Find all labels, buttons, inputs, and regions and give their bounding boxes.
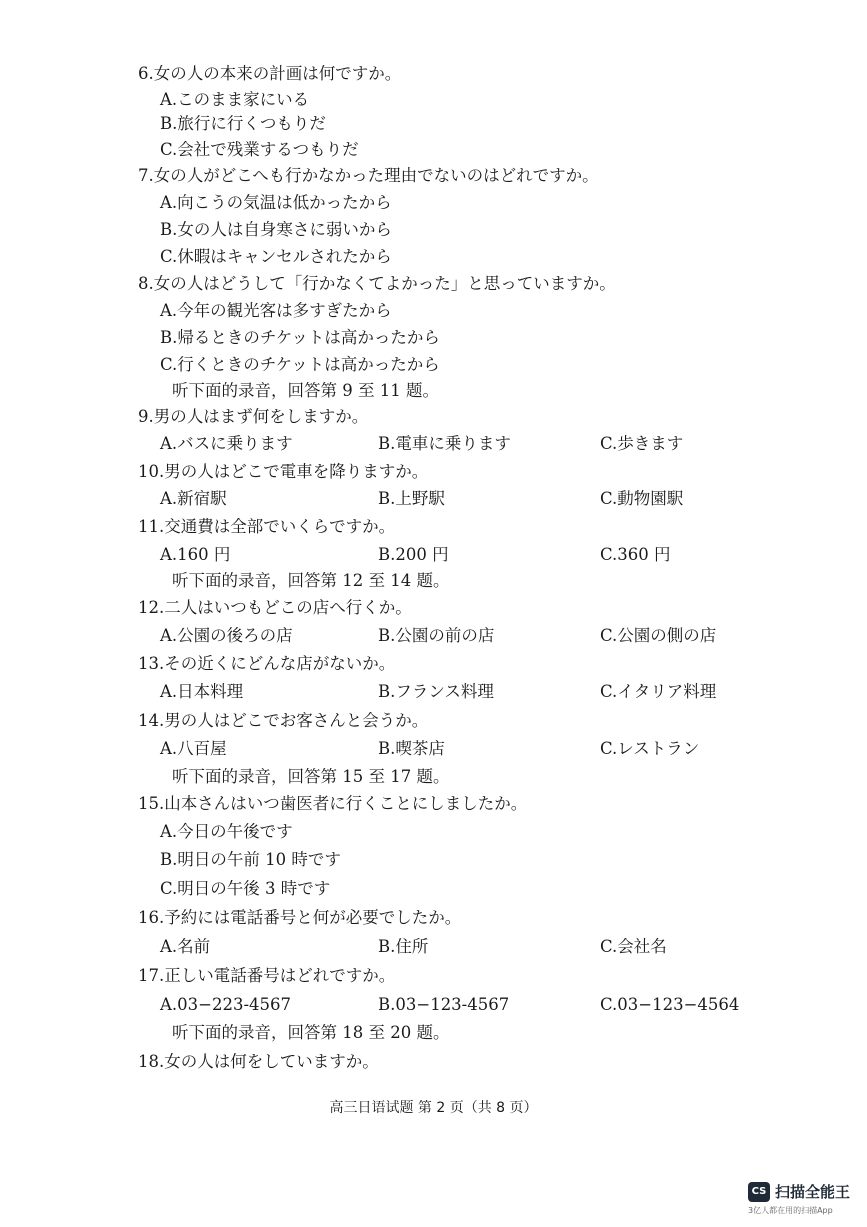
q17-option-a: A.03−223-4567 <box>160 995 292 1014</box>
question-16: 16.予約には電話番号と何が必要でしたか。 <box>138 908 462 927</box>
q12-option-a: A.公園の後ろの店 <box>160 626 293 645</box>
q15-option-c: C.明日の午後 3 時です <box>160 879 331 898</box>
q13-options <box>0 681 867 703</box>
watermark-tagline: 3亿人都在用的扫描App <box>748 1206 833 1215</box>
q8-option-b: B.帰るときのチケットは高かったから <box>160 328 440 347</box>
q17-option-b: B.03−123-4567 <box>378 995 510 1014</box>
q15-option-b: B.明日の午前 10 時です <box>160 850 341 869</box>
q17-option-c: C.03−123−4564 <box>600 995 740 1014</box>
instruction-18-20: 听下面的录音，回答第 18 至 20 题。 <box>172 1023 450 1042</box>
q16-option-a: A.名前 <box>160 937 211 956</box>
q13-option-a: A.日本料理 <box>160 682 244 701</box>
watermark-app-name: 扫描全能王 <box>775 1183 851 1201</box>
q8-option-c: C.行くときのチケットは高かったから <box>160 355 440 374</box>
q7-option-a: A.向こうの気温は低かったから <box>160 193 392 212</box>
q6-option-b: B.旅行に行くつもりだ <box>160 114 326 133</box>
q9-option-b: B.電車に乗ります <box>378 434 511 453</box>
question-7: 7.女の人がどこへも行かなかった理由でないのはどれですか。 <box>138 166 599 185</box>
q9-option-c: C.歩きます <box>600 434 684 453</box>
q7-option-c: C.休暇はキャンセルされたから <box>160 247 392 266</box>
question-11: 11.交通費は全部でいくらですか。 <box>138 517 396 536</box>
scanner-watermark <box>748 1180 860 1220</box>
camscanner-logo-icon: CS <box>748 1182 770 1202</box>
question-10: 10.男の人はどこで電車を降りますか。 <box>138 462 429 481</box>
q12-option-c: C.公園の側の店 <box>600 626 717 645</box>
q7-option-b: B.女の人は自身寒さに弱いから <box>160 220 392 239</box>
q14-option-b: B.喫茶店 <box>378 739 445 758</box>
q8-option-a: A.今年の観光客は多すぎたから <box>160 301 392 320</box>
question-8: 8.女の人はどうして「行かなくてよかった」と思っていますか。 <box>138 274 616 293</box>
q11-options <box>0 544 867 566</box>
q16-option-b: B.住所 <box>378 937 429 956</box>
question-14: 14.男の人はどこでお客さんと会うか。 <box>138 711 429 730</box>
q17-options <box>0 994 867 1016</box>
q16-option-c: C.会社名 <box>600 937 667 956</box>
q10-options <box>0 488 867 510</box>
question-15: 15.山本さんはいつ歯医者に行くことにしましたか。 <box>138 794 528 813</box>
q6-option-c: C.会社で残業するつもりだ <box>160 140 359 159</box>
instruction-12-14: 听下面的录音，回答第 12 至 14 题。 <box>172 571 450 590</box>
instruction-15-17: 听下面的录音，回答第 15 至 17 题。 <box>172 767 450 786</box>
question-9: 9.男の人はまず何をしますか。 <box>138 407 369 426</box>
q12-option-b: B.公園の前の店 <box>378 626 495 645</box>
q9-options <box>0 433 867 455</box>
q6-option-a: A.このまま家にいる <box>160 90 310 109</box>
q14-option-a: A.八百屋 <box>160 739 227 758</box>
q11-option-a: A.160 円 <box>160 545 231 564</box>
q10-option-c: C.動物園駅 <box>600 489 684 508</box>
q11-option-c: C.360 円 <box>600 545 671 564</box>
question-6: 6.女の人の本来の計画は何ですか。 <box>138 64 402 83</box>
question-18: 18.女の人は何をしていますか。 <box>138 1052 379 1071</box>
q10-option-a: A.新宿駅 <box>160 489 227 508</box>
instruction-9-11: 听下面的录音，回答第 9 至 11 题。 <box>172 381 439 400</box>
question-12: 12.二人はいつもどこの店へ行くか。 <box>138 598 412 617</box>
q13-option-c: C.イタリア料理 <box>600 682 717 701</box>
page-footer: 高三日语试题 第 2 页（共 8 页） <box>329 1100 538 1116</box>
q9-option-a: A.バスに乗ります <box>160 434 293 453</box>
q12-options <box>0 625 867 647</box>
q14-option-c: C.レストラン <box>600 739 700 758</box>
q15-option-a: A.今日の午後です <box>160 822 293 841</box>
q10-option-b: B.上野駅 <box>378 489 445 508</box>
question-17: 17.正しい電話番号はどれですか。 <box>138 966 396 985</box>
q16-options <box>0 936 867 958</box>
q13-option-b: B.フランス料理 <box>378 682 494 701</box>
question-13: 13.その近くにどんな店がないか。 <box>138 654 396 673</box>
q11-option-b: B.200 円 <box>378 545 449 564</box>
q14-options <box>0 738 867 760</box>
